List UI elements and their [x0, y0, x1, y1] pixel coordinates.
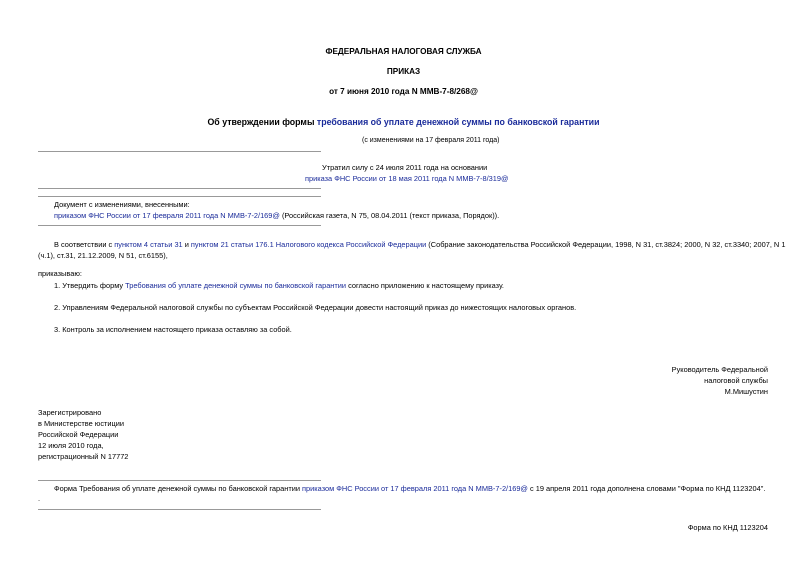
changes-label: Документ с изменениями, внесенными: — [54, 200, 190, 209]
item-1-text: согласно приложению к настоящему приказу. — [346, 281, 504, 290]
document-title — [0, 117, 807, 128]
preamble-line-2: (ч.1), ст.31, 21.12.2009, N 51, ст.6155), — [38, 251, 168, 260]
divider — [38, 188, 321, 189]
preamble-text: В соответствии с — [54, 240, 115, 249]
preamble-line-1 — [54, 241, 785, 250]
item-2: 2. Управлениям Федеральной налоговой службы по субъектам Российской Федерации довести настоящий приказ до нижестоящих налоговых органов. — [54, 303, 577, 312]
item-1-text: 1. Утвердить форму — [54, 281, 126, 290]
registration-line-2: в Министерстве юстиции — [38, 419, 125, 428]
footnote — [54, 485, 765, 494]
divider — [38, 151, 321, 152]
title-link[interactable]: требования об уплате денежной суммы по банковской гарантии — [316, 117, 600, 127]
signature-line-3: М.Мишустин — [724, 387, 768, 396]
preamble-text: (Собрание законодательства Российской Федерации, 1998, N 31, ст.3824; 2000, N 32, ст.3340; 2007, N 1 — [426, 240, 786, 249]
divider — [38, 196, 321, 197]
doc-type-heading: ПРИКАЗ — [386, 67, 421, 76]
signature-line-2: налоговой службы — [704, 376, 768, 385]
registration-line-5: регистрационный N 17772 — [38, 452, 129, 461]
changes-line — [54, 212, 499, 221]
item-3: 3. Контроль за исполнением настоящего приказа оставляю за собой. — [54, 325, 292, 334]
divider — [38, 509, 321, 510]
divider — [38, 480, 321, 481]
order-word: приказываю: — [38, 269, 82, 278]
expired-text: Утратил силу с 24 июля 2011 года на основании — [322, 163, 488, 172]
agency-heading: ФЕДЕРАЛЬНАЯ НАЛОГОВАЯ СЛУЖБА — [325, 47, 482, 56]
signature-line-1: Руководитель Федеральной — [671, 365, 768, 374]
registration-line-3: Российской Федерации — [38, 430, 119, 439]
footnote-text: с 19 апреля 2011 года дополнена словами "Форма по КНД 1123204". — [527, 484, 766, 493]
item-1 — [54, 282, 504, 291]
form-code: Форма по КНД 1123204 — [687, 523, 768, 532]
footnote-dot: . — [38, 494, 41, 503]
form-link[interactable]: Требования об уплате денежной суммы по банковской гарантии — [125, 281, 347, 290]
amend-note: (с изменениями на 17 февраля 2011 года) — [362, 137, 500, 144]
law-link-2[interactable]: пунктом 21 статьи 176.1 Налогового кодекса Российской Федерации — [190, 240, 427, 249]
footnote-text: Форма Требования об уплате денежной суммы по банковской гарантии — [54, 484, 303, 493]
changes-link[interactable]: приказом ФНС России от 17 февраля 2011 года N ММВ-7-2/169@ — [54, 211, 280, 220]
footnote-link[interactable]: приказом ФНС России от 17 февраля 2011 года N ММВ-7-2/169@ — [302, 484, 528, 493]
expired-link[interactable]: приказа ФНС России от 18 мая 2011 года N ММВ-7-8/319@ — [305, 174, 509, 183]
changes-suffix: (Российская газета, N 75, 08.04.2011 (текст приказа, Порядок)). — [279, 211, 500, 220]
order-number: от 7 июня 2010 года N ММВ-7-8/268@ — [329, 87, 478, 96]
title-prefix: Об утверждении формы — [207, 117, 317, 127]
registration-line-4: 12 июля 2010 года, — [38, 441, 104, 450]
preamble-text: и — [182, 240, 191, 249]
registration-line-1: Зарегистрировано — [38, 408, 102, 417]
law-link-1[interactable]: пунктом 4 статьи 31 — [114, 240, 183, 249]
divider — [38, 225, 321, 226]
